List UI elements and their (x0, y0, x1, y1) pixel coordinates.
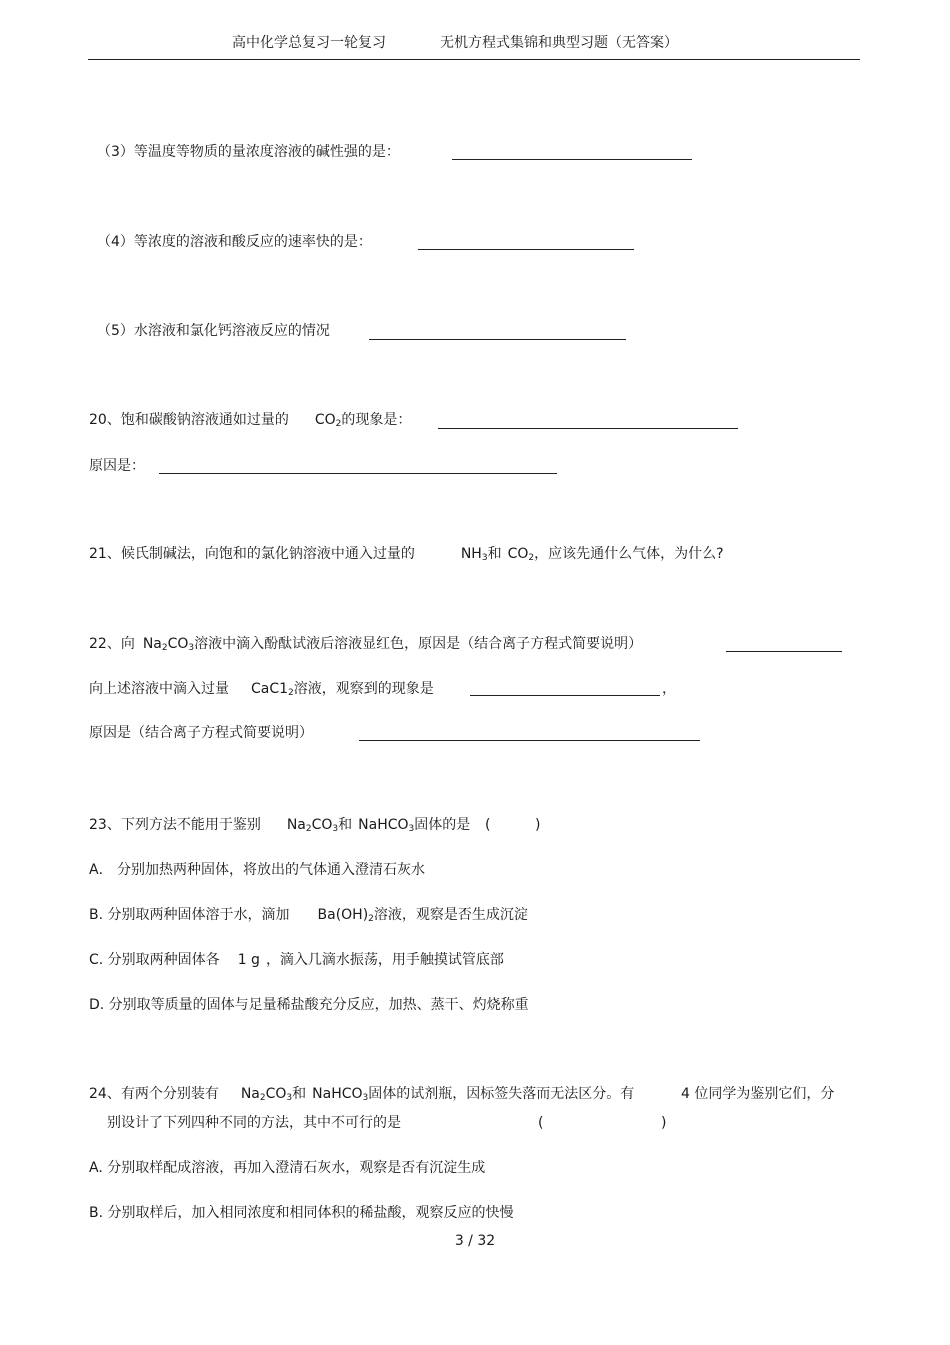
q22-line2-chem (251, 681, 294, 697)
q23-optB-chem (318, 907, 374, 923)
question-19-5: （5）水溶液和氯化钙溶液反应的情况 (97, 323, 330, 339)
answer-blank-19-3[interactable] (452, 159, 692, 160)
page-number: 3 / 32 (454, 1233, 496, 1249)
q24-answer-paren-close: ) (661, 1115, 667, 1131)
header-rule (88, 59, 860, 60)
q24-chem2 (312, 1086, 368, 1102)
answer-blank-20-reason[interactable] (159, 473, 557, 474)
q23-chem1-b: CO (311, 817, 333, 833)
q24-chem1 (241, 1086, 292, 1102)
answer-blank-19-5[interactable] (369, 339, 626, 340)
question-23 (89, 816, 470, 834)
q21-chem2-text: CO (507, 546, 529, 562)
q24-option-b: B. 分别取样后，加入相同浓度和相同体积的稀盐酸，观察反应的快慢 (89, 1205, 514, 1221)
q22-chem-a: Na (142, 636, 162, 652)
header-right-title: 无机方程式集锦和典型习题（无答案） (440, 35, 678, 51)
q23-optC-prefix: C. 分别取两种固体各 (89, 952, 220, 968)
q23-answer-paren-open: ( (485, 817, 491, 833)
question-24 (89, 1085, 634, 1103)
answer-blank-22-phenomenon[interactable] (470, 695, 660, 696)
q24-option-a: A. 分别取样配成溶液，再加入澄清石灰水，观察是否有沉淀生成 (89, 1160, 486, 1176)
q23-suffix: 固体的是 (414, 817, 471, 833)
q23-optB-suffix: 溶液，观察是否生成沉淀 (373, 907, 528, 923)
q22-chem-b-sub: 3 (188, 643, 195, 653)
q20-reason-label: 原因是： (89, 458, 145, 474)
q24-suffix2: 4 位同学为鉴别它们，分 (681, 1086, 835, 1102)
q23-chem1 (287, 817, 338, 833)
q24-chem2-sub: 3 (362, 1093, 369, 1103)
q23-prefix: 23、下列方法不能用于鉴别 (89, 817, 261, 833)
q20-chem-sub: 2 (335, 419, 342, 429)
answer-blank-22-reason[interactable] (726, 651, 842, 652)
q23-optB-chem-sub: 2 (368, 914, 374, 924)
q23-optC-qty: 1 g (237, 952, 260, 968)
q20-prefix: 20、饱和碳酸钠溶液通如过量的 (89, 412, 289, 428)
q23-chem1-a: Na (286, 817, 306, 833)
q23-chem1-b-sub: 3 (332, 824, 339, 834)
q22-line2 (89, 680, 434, 698)
q23-option-a: A． 分别加热两种固体，将放出的气体通入澄清石灰水 (89, 862, 426, 878)
q21-chem1 (461, 546, 488, 562)
question-22 (89, 635, 642, 653)
q21-chem1-sub: 3 (481, 553, 488, 563)
q22-line2-comma: ， (662, 681, 676, 697)
q22-chem (143, 636, 194, 652)
q22-line2-chem-sub: 2 (288, 688, 294, 698)
q22-suffix: 溶液中滴入酚酞试液后溶液显红色，原因是（结合离子方程式简要说明） (194, 636, 643, 652)
q21-chem2-sub: 2 (528, 553, 535, 563)
q24-mid: 和 (292, 1086, 307, 1102)
q21-chem1-text: NH (460, 546, 482, 562)
q24-chem1-a-sub: 2 (259, 1093, 266, 1103)
q24-prefix: 24、有两个分别装有 (89, 1086, 219, 1102)
q24-suffix: 固体的试剂瓶，因标签失落而无法区分。有 (368, 1086, 635, 1102)
q22-chem-b: CO (167, 636, 189, 652)
q23-optB-prefix: B. 分别取两种固体溶于水，滴加 (89, 907, 290, 923)
q23-option-b (89, 906, 528, 924)
q20-suffix: 的现象是： (341, 412, 412, 428)
header-left-title: 高中化学总复习一轮复习 (232, 35, 386, 51)
q21-prefix: 21、候氏制碱法，向饱和的氯化钠溶液中通入过量的 (89, 546, 415, 562)
q24-line2: 别设计了下列四种不同的方法，其中不可行的是 (107, 1115, 401, 1131)
q23-optC-suffix: ，滴入几滴水振荡，用手触摸试管底部 (265, 952, 504, 968)
q23-chem2-text: NaHCO (358, 817, 409, 833)
q24-chem1-b: CO (265, 1086, 287, 1102)
q23-mid: 和 (338, 817, 353, 833)
q21-chem2 (508, 546, 535, 562)
q23-chem2 (358, 817, 414, 833)
q23-option-d: D. 分别取等质量的固体与足量稀盐酸充分反应，加热、蒸干、灼烧称重 (89, 997, 529, 1013)
q24-chem1-b-sub: 3 (286, 1093, 293, 1103)
q20-chem-text: CO (314, 412, 336, 428)
q22-prefix: 22、向 (89, 636, 135, 652)
q21-mid: 和 (487, 546, 502, 562)
q20-chem (315, 412, 342, 428)
q22-line2-suffix: 溶液，观察到的现象是 (293, 681, 434, 697)
question-20 (89, 411, 411, 429)
q23-chem2-sub: 3 (408, 824, 415, 834)
q22-line3: 原因是（结合离子方程式简要说明） (89, 725, 313, 741)
q23-chem1-a-sub: 2 (305, 824, 312, 834)
q21-suffix: ，应该先通什么气体，为什么? (534, 546, 724, 562)
q22-line2-prefix: 向上述溶液中滴入过量 (89, 681, 229, 697)
q23-optB-chem-text: Ba(OH) (317, 907, 369, 923)
question-19-3: （3）等温度等物质的量浓度溶液的碱性强的是： (97, 144, 400, 160)
q24-chem1-a: Na (240, 1086, 260, 1102)
answer-blank-20-phenomenon[interactable] (438, 428, 738, 429)
q24-answer-paren-open: ( (538, 1115, 544, 1131)
q23-option-c (89, 951, 504, 969)
q22-line2-chem-text: CaC1 (251, 681, 289, 697)
q23-answer-paren-close: ) (535, 817, 541, 833)
answer-blank-19-4[interactable] (418, 249, 634, 250)
q22-chem-a-sub: 2 (161, 643, 168, 653)
answer-blank-22-reason2[interactable] (359, 740, 700, 741)
question-19-4: （4）等浓度的溶液和酸反应的速率快的是： (97, 234, 372, 250)
question-21 (89, 545, 724, 563)
q24-chem2-text: NaHCO (312, 1086, 363, 1102)
